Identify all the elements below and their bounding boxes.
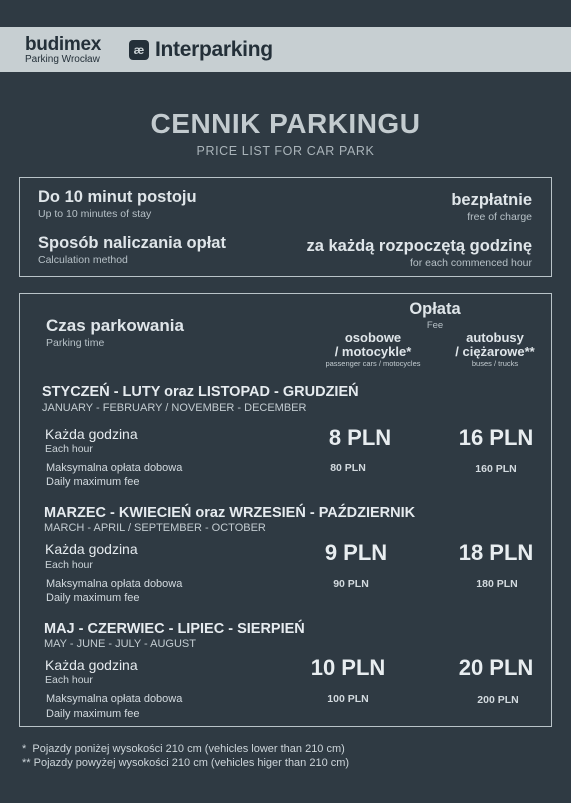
season-3-name-en: MAY - JUNE - JULY - AUGUST bbox=[44, 638, 196, 650]
season-1-max: Maksymalna opłata dobowa bbox=[46, 462, 183, 474]
season-3-bus-max: 200 PLN bbox=[477, 694, 519, 706]
season-3-max: Maksymalna opłata dobowa bbox=[46, 693, 183, 705]
time-header-en: Parking time bbox=[46, 337, 105, 349]
season-3-each-hour: Każda godzina bbox=[45, 657, 138, 673]
interparking-logo-icon: æ bbox=[129, 40, 149, 60]
season-1-bus-hour: 16 PLN bbox=[458, 425, 534, 450]
col-bus-line2: / ciężarowe** bbox=[455, 344, 535, 359]
season-1-car-hour: 8 PLN bbox=[328, 425, 392, 450]
free-label: Do 10 minut postoju bbox=[38, 188, 197, 206]
season-1-each-hour-en: Each hour bbox=[45, 443, 93, 455]
method-label-en: Calculation method bbox=[38, 254, 128, 266]
footnote-1: * Pojazdy poniżej wysokości 210 cm (vehicles lower than 210 cm) bbox=[22, 743, 345, 755]
season-3-name: MAJ - CZERWIEC - LIPIEC - SIERPIEŃ bbox=[44, 621, 305, 637]
method-value: za każdą rozpoczętą godzinę bbox=[306, 237, 532, 255]
budimex-brand-sub: Parking Wrocław bbox=[25, 54, 100, 65]
page-subtitle: PRICE LIST FOR CAR PARK bbox=[196, 144, 375, 158]
free-value: bezpłatnie bbox=[451, 191, 532, 209]
fee-header-en: Fee bbox=[426, 320, 444, 331]
season-2-max: Maksymalna opłata dobowa bbox=[46, 578, 183, 590]
season-3-bus-hour: 20 PLN bbox=[458, 655, 534, 680]
interparking-logo bbox=[129, 38, 273, 62]
season-2-name-en: MARCH - APRIL / SEPTEMBER - OCTOBER bbox=[44, 522, 266, 534]
col-bus-line1: autobusy bbox=[466, 330, 524, 345]
season-1-bus-max: 160 PLN bbox=[475, 463, 517, 475]
season-2-each-hour-en: Each hour bbox=[45, 559, 93, 571]
method-label: Sposób naliczania opłat bbox=[38, 234, 226, 252]
header-bar bbox=[0, 27, 571, 72]
season-1-name: STYCZEŃ - LUTY oraz LISTOPAD - GRUDZIEŃ bbox=[42, 384, 359, 400]
season-3-max-en: Daily maximum fee bbox=[46, 708, 140, 720]
page-title: CENNIK PARKINGU bbox=[150, 108, 421, 139]
season-1-max-en: Daily maximum fee bbox=[46, 476, 140, 488]
season-3-each-hour-en: Each hour bbox=[45, 674, 93, 686]
season-3-car-hour: 10 PLN bbox=[310, 655, 386, 680]
fee-header: Opłata bbox=[409, 300, 461, 318]
season-2-car-hour: 9 PLN bbox=[324, 540, 388, 565]
season-2-max-en: Daily maximum fee bbox=[46, 592, 140, 604]
season-2-bus-hour: 18 PLN bbox=[458, 540, 534, 565]
season-2-bus-max: 180 PLN bbox=[476, 578, 518, 590]
col-car-en: passenger cars / motocycles bbox=[325, 359, 421, 368]
footnote-2: ** Pojazdy powyżej wysokości 210 cm (vehicles higer than 210 cm) bbox=[22, 757, 350, 769]
free-value-en: free of charge bbox=[467, 211, 532, 223]
budimex-brand: budimex bbox=[25, 34, 102, 55]
method-value-en: for each commenced hour bbox=[410, 257, 532, 269]
budimex-logo bbox=[25, 36, 101, 66]
season-1-car-max: 80 PLN bbox=[330, 462, 366, 474]
season-2-car-max: 90 PLN bbox=[333, 578, 369, 590]
season-3-car-max: 100 PLN bbox=[327, 693, 369, 705]
time-header: Czas parkowania bbox=[46, 316, 184, 335]
interparking-brand: Interparking bbox=[155, 38, 273, 61]
col-car-line2: / motocykle* bbox=[334, 344, 412, 359]
season-2-each-hour: Każda godzina bbox=[45, 541, 138, 557]
col-bus-en: buses / trucks bbox=[471, 359, 519, 368]
season-1-each-hour: Każda godzina bbox=[45, 426, 138, 442]
season-1-name-en: JANUARY - FEBRUARY / NOVEMBER - DECEMBER bbox=[42, 402, 307, 414]
free-label-en: Up to 10 minutes of stay bbox=[38, 208, 152, 220]
season-2-name: MARZEC - KWIECIEŃ oraz WRZESIEŃ - PAŹDZIERNIK bbox=[44, 505, 416, 521]
col-car-line1: osobowe bbox=[344, 330, 402, 345]
